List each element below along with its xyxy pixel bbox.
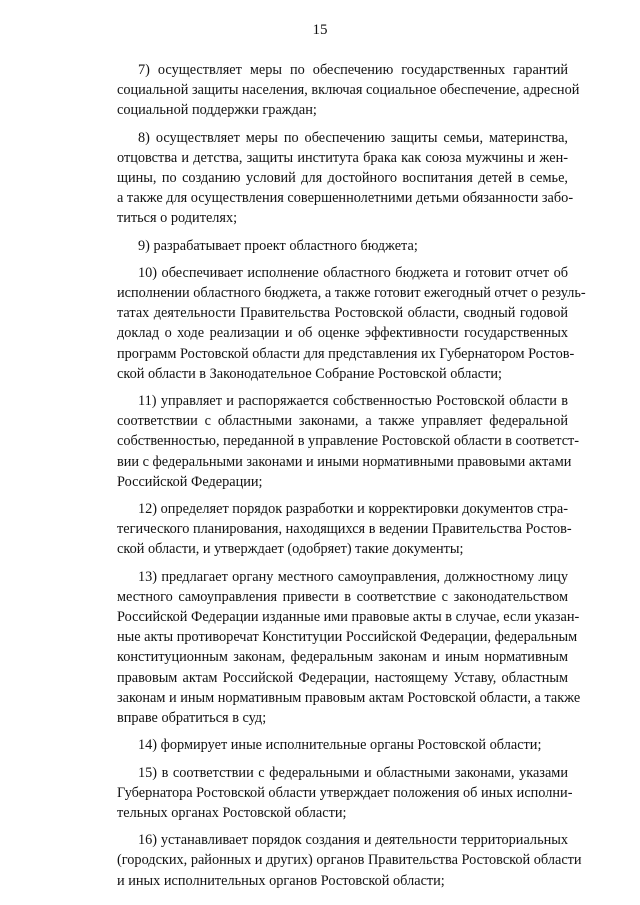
paragraph-item-15 (117, 763, 573, 824)
text-line: местного самоуправления привести в соответствие с законодательством (117, 588, 568, 605)
text-line: Российской Федерации; (117, 473, 263, 490)
text-line: щины, по созданию условий для достойного воспитания детей в семье, (117, 170, 568, 187)
text-line: (городских, районных и других) органов Правительства Ростовской области (117, 852, 582, 869)
text-line: 8) осуществляет меры по обеспечению защиты семьи, материнства, (138, 129, 568, 146)
text-line: вии с федеральными законами и иными нормативными правовыми актами (117, 453, 572, 470)
text-line: титься о родителях; (117, 210, 238, 227)
paragraph-item-16 (117, 830, 582, 891)
text-line: тегического планирования, находящихся в ведении Правительства Ростов- (117, 521, 572, 538)
text-line: 10) обеспечивает исполнение областного бюджета и готовит отчет об (138, 264, 568, 281)
text-line: социальной защиты населения, включая социальное обеспечение, адресной (117, 82, 580, 99)
paragraph-item-13 (117, 567, 581, 729)
text-line: 11) управляет и распоряжается собственностью Ростовской области в (138, 393, 568, 410)
text-line: ской области в Законодательное Собрание Ростовской области; (117, 365, 502, 382)
text-line: 16) устанавливает порядок создания и деятельности территориальных (138, 832, 568, 849)
text-line: а также для осуществления совершеннолетними детьми обязанности забо- (117, 190, 574, 207)
text-line: ской области, и утверждает (одобряет) такие документы; (117, 541, 464, 558)
text-line: и иных исполнительных органов Ростовской области; (117, 872, 445, 889)
text-line: 9) разрабатывает проект областного бюджета; (138, 237, 418, 254)
paragraph-item-7 (117, 60, 580, 121)
text-line: Губернатора Ростовской области утверждает положения об иных исполни- (117, 784, 573, 801)
text-line: доклад о ходе реализации и об оценке эффективности государственных (117, 325, 568, 342)
text-line: конституционным законам, федеральным законам и иным нормативным (117, 649, 568, 666)
text-line: ные акты противоречат Конституции Российской Федерации, федеральным (117, 629, 578, 646)
text-line: исполнении областного бюджета, а также готовит ежегодный отчет о резуль- (117, 285, 586, 302)
text-line: правовым актам Российской Федерации, настоящему Уставу, областным (117, 669, 568, 686)
text-line: отцовства и детства, защиты института брака как союза мужчины и жен- (117, 149, 568, 166)
text-line: вправе обратиться в суд; (117, 710, 267, 727)
text-line: Российской Федерации изданные ими правовые акты в случае, если указан- (117, 609, 580, 626)
page-number: 15 (312, 22, 328, 38)
paragraph-item-9 (117, 236, 568, 256)
text-line: программ Ростовской области для представления их Губернатором Ростов- (117, 345, 575, 362)
text-line: законам и иным нормативным правовым актам Ростовской области, а также (117, 689, 581, 706)
text-line: татах деятельности Правительства Ростовской области, сводный годовой (117, 305, 568, 322)
text-line: 15) в соответствии с федеральными и областными законами, указами (138, 764, 568, 781)
paragraph-item-11 (117, 391, 580, 492)
text-line: 13) предлагает органу местного самоуправления, должностному лицу (138, 568, 568, 585)
paragraph-item-10 (117, 263, 586, 384)
text-line: 14) формирует иные исполнительные органы Ростовской области; (138, 737, 542, 754)
text-line: 12) определяет порядок разработки и корректировки документов стра- (138, 501, 568, 518)
text-line: собственностью, переданной в управление Ростовской области в соответст- (117, 433, 580, 450)
paragraph-item-8 (117, 128, 574, 229)
text-line: социальной поддержки граждан; (117, 102, 317, 119)
paragraph-item-14 (117, 735, 568, 755)
text-line: соответствии с областными законами, а также управляет федеральной (117, 413, 568, 430)
text-line: 7) осуществляет меры по обеспечению государственных гарантий (138, 62, 568, 78)
paragraph-item-12 (117, 499, 572, 560)
text-line: тельных органах Ростовской области; (117, 804, 347, 821)
document-body (117, 60, 586, 898)
